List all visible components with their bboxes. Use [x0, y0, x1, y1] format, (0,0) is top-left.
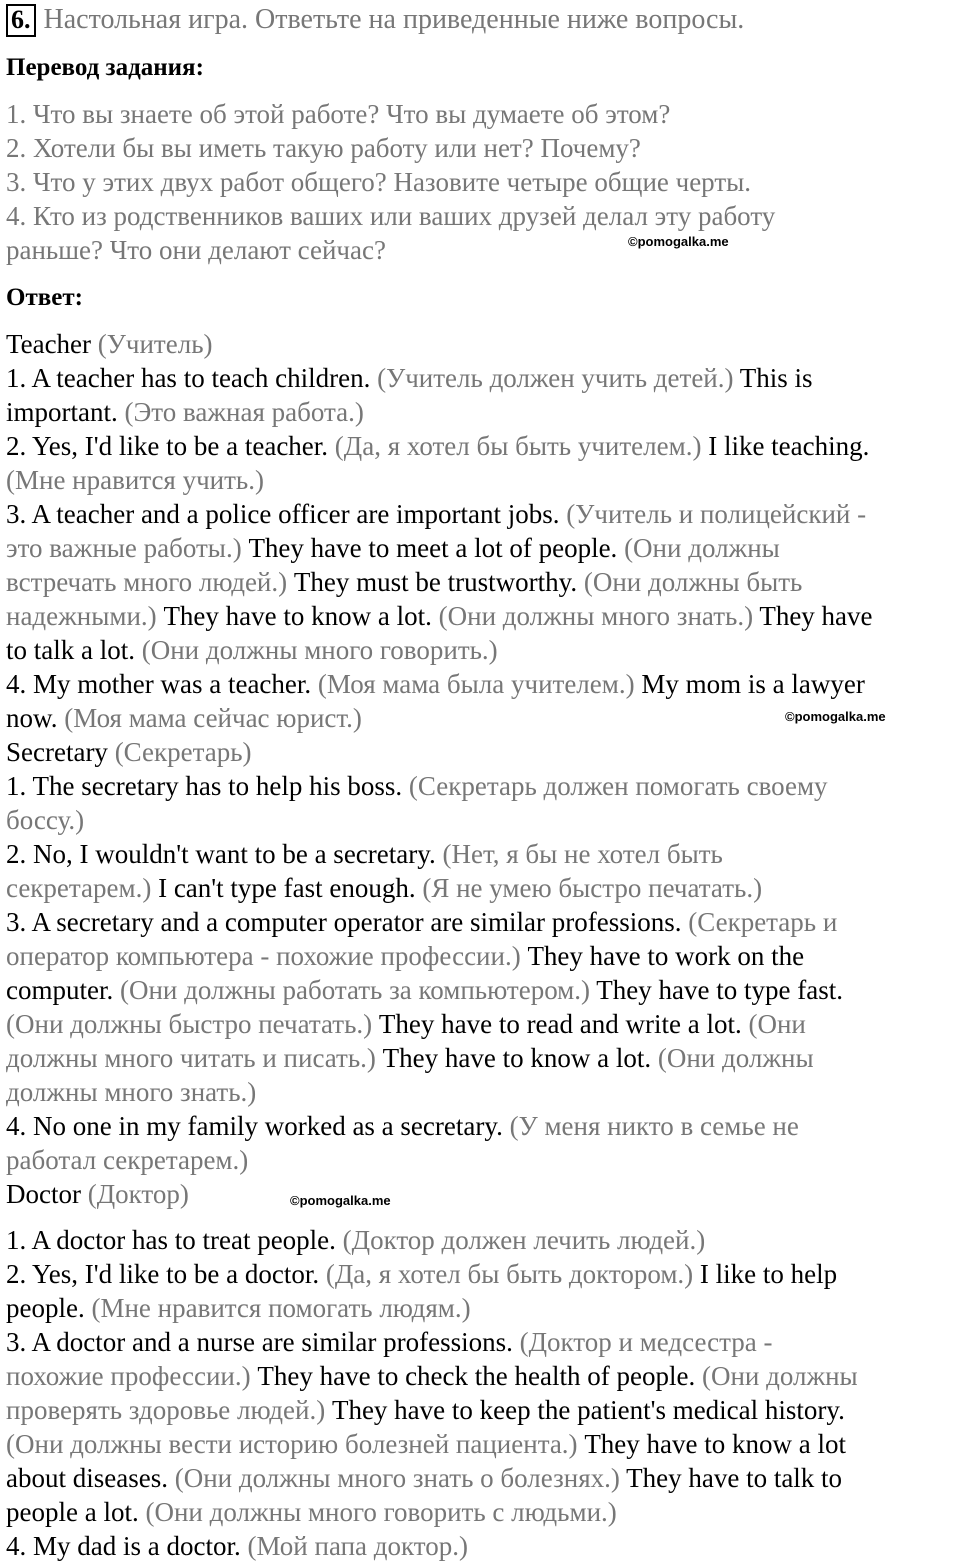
- answer-body: [6, 327, 956, 1563]
- russian-translation: (Да, я хотел бы быть доктором.): [325, 1259, 700, 1289]
- answer-line: [6, 1109, 956, 1143]
- question-line: 4. Кто из родственников ваших или ваших друзей делал эту работу: [6, 201, 776, 231]
- russian-translation: (Секретарь): [114, 737, 252, 767]
- answer-line: [6, 939, 956, 973]
- russian-translation: проверять здоровье людей.): [6, 1395, 332, 1425]
- english-text: They have to know a lot.: [163, 601, 439, 631]
- russian-translation: (Учитель): [97, 329, 213, 359]
- english-text: They have to check the health of people.: [257, 1361, 702, 1391]
- russian-translation: работал секретарем.): [6, 1145, 249, 1175]
- russian-translation: (Они должны вести историю болезней пациента.): [6, 1429, 585, 1459]
- russian-translation: (Мне нравится помогать людям.): [91, 1293, 471, 1323]
- answer-line: [6, 531, 956, 565]
- english-text: 2. Yes, I'd like to be a teacher.: [6, 431, 335, 461]
- russian-translation: встречать много людей.): [6, 567, 294, 597]
- english-text: about diseases.: [6, 1463, 175, 1493]
- questions-list: [6, 97, 946, 267]
- answer-line: [6, 497, 956, 531]
- english-text: They must be trustworthy.: [293, 567, 584, 597]
- russian-translation: секретарем.): [6, 873, 159, 903]
- russian-translation: (Секретарь и: [688, 907, 838, 937]
- answer-line: [6, 871, 956, 905]
- english-text: They have to meet a lot of people.: [248, 533, 625, 563]
- english-text: 4. No one in my family worked as a secretary.: [6, 1111, 510, 1141]
- answer-line: [6, 837, 956, 871]
- watermark: ©pomogalka.me: [290, 1193, 391, 1208]
- answer-line: [6, 1257, 956, 1291]
- answer-line: [6, 1007, 956, 1041]
- answer-heading: Ответ:: [6, 284, 83, 311]
- english-text: They have to know a lot.: [382, 1043, 658, 1073]
- answer-line: [6, 1427, 956, 1461]
- answer-line: [6, 565, 956, 599]
- english-text: I can't type fast enough.: [158, 873, 423, 903]
- english-text: now.: [6, 703, 65, 733]
- english-text: 2. No, I wouldn't want to be a secretary.: [6, 839, 443, 869]
- question-line: 1. Что вы знаете об этой работе? Что вы думаете об этом?: [6, 99, 671, 129]
- english-text: They have to read and write a lot.: [378, 1009, 749, 1039]
- english-text: people a lot.: [6, 1497, 146, 1527]
- english-text: 1. A doctor has to treat people.: [6, 1225, 343, 1255]
- answer-line: [6, 1325, 956, 1359]
- answer-line: [6, 395, 956, 429]
- english-text: 3. A secretary and a computer operator are similar professions.: [6, 907, 689, 937]
- russian-translation: это важные работы.): [6, 533, 249, 563]
- watermark: ©pomogalka.me: [628, 234, 729, 249]
- answer-line: [6, 1041, 956, 1075]
- answer-line: [6, 803, 956, 837]
- russian-translation: (Нет, я бы не хотел быть: [442, 839, 723, 869]
- answer-line: [6, 735, 956, 769]
- russian-translation: (Мне нравится учить.): [6, 465, 264, 495]
- english-text: 1. The secretary has to help his boss.: [6, 771, 409, 801]
- russian-translation: (Они должны много знать о болезнях.): [174, 1463, 627, 1493]
- answer-line: [6, 463, 956, 497]
- russian-translation: (У меня никто в семье не: [509, 1111, 799, 1141]
- english-text: I like teaching.: [708, 431, 870, 461]
- task-header: [6, 2, 744, 38]
- russian-translation: (Они должны работать за компьютером.): [119, 975, 597, 1005]
- answer-line: [6, 361, 956, 395]
- english-text: 3. A teacher and a police officer are important jobs.: [6, 499, 567, 529]
- russian-translation: (Секретарь должен помогать своему: [408, 771, 828, 801]
- russian-translation: (Учитель и полицейский -: [566, 499, 867, 529]
- english-text: I like to help: [699, 1259, 838, 1289]
- english-text: 3. A doctor and a nurse are similar professions.: [6, 1327, 520, 1357]
- russian-translation: (Они должны много знать.): [438, 601, 760, 631]
- answer-line: [6, 429, 956, 463]
- russian-translation: (Мой папа доктор.): [247, 1531, 468, 1561]
- russian-translation: (Моя мама была учителем.): [317, 669, 642, 699]
- russian-translation: (Они должны: [657, 1043, 814, 1073]
- answer-line: [6, 973, 956, 1007]
- answer-line: [6, 1393, 956, 1427]
- russian-translation: боссу.): [6, 805, 85, 835]
- english-text: They have to know a lot: [584, 1429, 846, 1459]
- russian-translation: (Я не умею быстро печатать.): [422, 873, 763, 903]
- russian-translation: (Моя мама сейчас юрист.): [64, 703, 362, 733]
- russian-translation: (Они должны: [701, 1361, 858, 1391]
- english-text: Teacher: [6, 329, 98, 359]
- russian-translation: (Они должны быть: [583, 567, 803, 597]
- russian-translation: надежными.): [6, 601, 164, 631]
- answer-line: [6, 1223, 956, 1257]
- english-text: This is: [739, 363, 813, 393]
- english-text: 1. A teacher has to teach children.: [6, 363, 378, 393]
- translation-heading: Перевод задания:: [6, 54, 204, 81]
- russian-translation: должны много читать и писать.): [6, 1043, 383, 1073]
- english-text: Secretary: [6, 737, 115, 767]
- english-text: to talk a lot.: [6, 635, 142, 665]
- answer-line: [6, 1177, 956, 1211]
- answer-line: [6, 1291, 956, 1325]
- russian-translation: (Они должны: [624, 533, 780, 563]
- answer-line: [6, 327, 956, 361]
- russian-translation: (Они должны много говорить.): [141, 635, 498, 665]
- russian-translation: должны много знать.): [6, 1077, 257, 1107]
- answer-line: [6, 1075, 956, 1109]
- answer-line: [6, 1461, 956, 1495]
- russian-translation: (Да, я хотел бы быть учителем.): [334, 431, 709, 461]
- russian-translation: (Учитель должен учить детей.): [377, 363, 740, 393]
- answer-line: [6, 1359, 956, 1393]
- english-text: They have: [759, 601, 873, 631]
- watermark: ©pomogalka.me: [785, 709, 886, 724]
- russian-translation: (Доктор и медсестра -: [519, 1327, 773, 1357]
- task-title: Настольная игра. Ответьте на приведенные ниже вопросы.: [43, 4, 745, 35]
- question-line: 3. Что у этих двух работ общего? Назовите четыре общие черты.: [6, 167, 752, 197]
- question-line: 2. Хотели бы вы иметь такую работу или нет? Почему?: [6, 133, 641, 163]
- russian-translation: (Доктор должен лечить людей.): [342, 1225, 706, 1255]
- answer-line: [6, 633, 956, 667]
- answer-line: [6, 667, 956, 701]
- answer-line: [6, 769, 956, 803]
- english-text: 4. My dad is a doctor.: [6, 1531, 248, 1561]
- english-text: They have to work on the: [527, 941, 805, 971]
- task-number: 6.: [6, 4, 36, 37]
- answer-line: [6, 1143, 956, 1177]
- russian-translation: оператор компьютера - похожие профессии.): [6, 941, 528, 971]
- english-text: They have to type fast.: [596, 975, 843, 1005]
- english-text: 4. My mother was a teacher.: [6, 669, 318, 699]
- russian-translation: (Они: [748, 1009, 806, 1039]
- english-text: They have to keep the patient's medical history.: [331, 1395, 845, 1425]
- answer-line: [6, 1495, 956, 1529]
- english-text: computer.: [6, 975, 120, 1005]
- english-text: Doctor: [6, 1179, 88, 1209]
- answer-line: [6, 1529, 956, 1563]
- english-text: people.: [6, 1293, 92, 1323]
- russian-translation: (Они должны быстро печатать.): [6, 1009, 379, 1039]
- english-text: 2. Yes, I'd like to be a doctor.: [6, 1259, 326, 1289]
- english-text: They have to talk to: [626, 1463, 843, 1493]
- answer-line: [6, 599, 956, 633]
- answer-line: [6, 905, 956, 939]
- question-line: раньше? Что они делают сейчас?: [6, 235, 386, 265]
- english-text: My mom is a lawyer: [641, 669, 865, 699]
- english-text: important.: [6, 397, 125, 427]
- russian-translation: похожие профессии.): [6, 1361, 258, 1391]
- russian-translation: (Доктор): [87, 1179, 189, 1209]
- russian-translation: (Они должны много говорить с людьми.): [145, 1497, 617, 1527]
- russian-translation: (Это важная работа.): [124, 397, 364, 427]
